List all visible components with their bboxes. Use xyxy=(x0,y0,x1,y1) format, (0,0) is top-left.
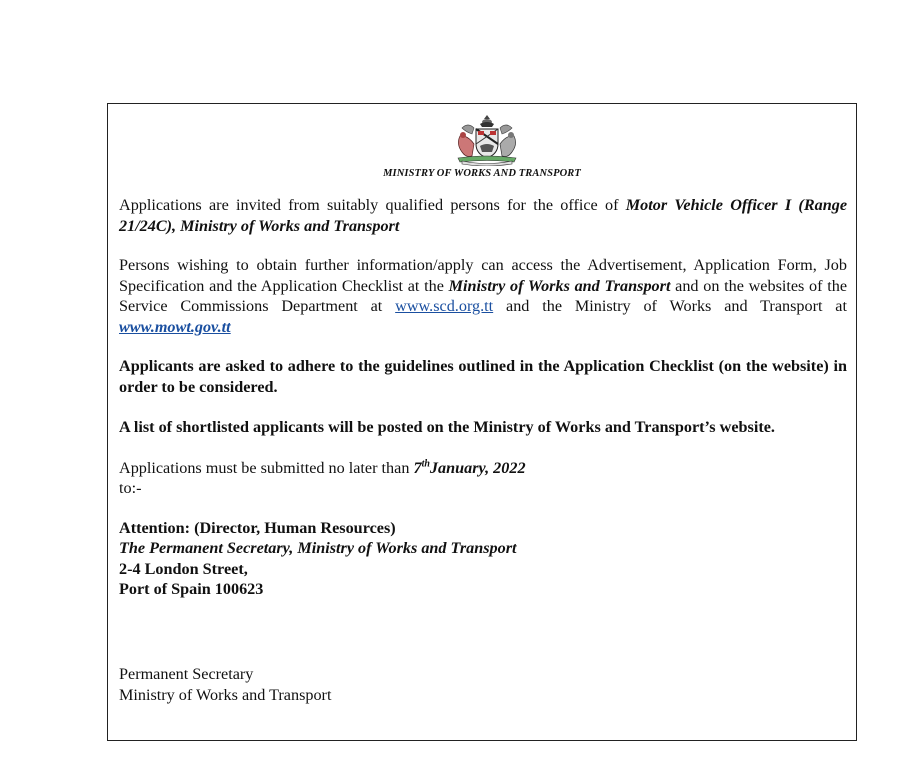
address-attention: Attention: (Director, Human Resources) xyxy=(119,518,396,537)
deadline-paragraph xyxy=(119,458,847,499)
deadline-day: 7 xyxy=(413,458,422,477)
invitation-lead: Applications are invited from suitably qualified persons for the office of xyxy=(119,196,626,214)
scd-website-link[interactable]: www.scd.org.tt xyxy=(395,297,494,315)
mowt-website-link[interactable]: www.mowt.gov.tt xyxy=(119,317,231,336)
address-block xyxy=(119,518,847,600)
signoff-title: Permanent Secretary xyxy=(119,665,254,683)
notice-body xyxy=(119,195,847,600)
address-city: Port of Spain 100623 xyxy=(119,580,264,598)
info-part1: Persons wishing to obtain further information/apply can access the Advertisement, Application Form, Job Specification and the Application Checklist at the xyxy=(119,256,847,295)
shortlist-paragraph: A list of shortlisted applicants will be posted on the Ministry of Works and Transport’s website. xyxy=(119,418,775,436)
deadline-ordinal: th xyxy=(421,458,430,470)
guidelines-paragraph: Applicants are asked to adhere to the guidelines outlined in the Application Checklist (on the website) in order to be considered. xyxy=(119,357,847,396)
deadline-lead: Applications must be submitted no later than xyxy=(119,458,414,477)
deadline-date: January, 2022 xyxy=(429,458,526,477)
coat-of-arms-icon xyxy=(454,114,520,166)
post-title: Motor Vehicle Officer I (Range 21/24C), Ministry of Works and Transport xyxy=(119,196,847,235)
signoff-block xyxy=(119,664,331,706)
deadline-to: to:- xyxy=(119,479,142,497)
address-recipient: The Permanent Secretary, Ministry of Works and Transport xyxy=(119,539,517,557)
info-part2: and on the websites of the Service Commissions Department at xyxy=(119,276,848,315)
invitation-paragraph xyxy=(119,195,847,236)
information-paragraph xyxy=(119,255,847,337)
ministry-name-bold: Ministry of Works and Transport xyxy=(448,276,671,295)
ministry-caption: MINISTRY OF WORKS AND TRANSPORT xyxy=(383,168,581,179)
signoff-org: Ministry of Works and Transport xyxy=(119,686,332,704)
address-street: 2-4 London Street, xyxy=(119,559,248,578)
info-part3: and the Ministry of Works and Transport at xyxy=(493,297,847,315)
